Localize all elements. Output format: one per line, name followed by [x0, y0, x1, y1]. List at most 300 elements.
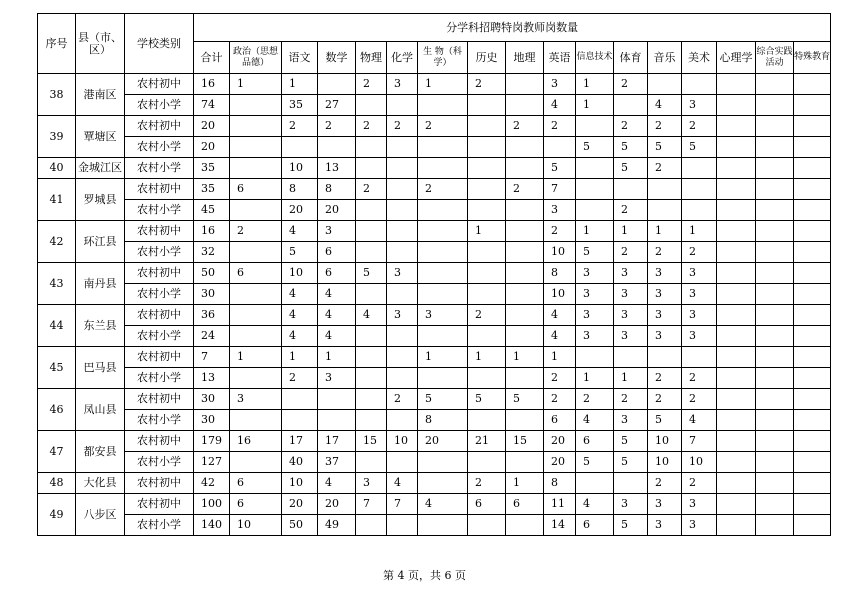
- table-cell: 37: [318, 452, 356, 473]
- table-cell: [418, 263, 468, 284]
- row-school-type: 农村小学: [125, 158, 194, 179]
- table-cell: [794, 494, 831, 515]
- table-cell: [794, 242, 831, 263]
- table-cell: [717, 452, 756, 473]
- row-county: 覃塘区: [76, 116, 125, 158]
- table-row: [38, 158, 831, 179]
- table-cell: [717, 200, 756, 221]
- table-cell: 40: [282, 452, 318, 473]
- table-cell: [356, 410, 387, 431]
- table-cell: 2: [282, 368, 318, 389]
- table-cell: [576, 200, 614, 221]
- table-cell: 5: [614, 515, 648, 536]
- table-cell: [356, 242, 387, 263]
- table-row: [38, 284, 831, 305]
- table-cell: 2: [282, 116, 318, 137]
- table-cell: 4: [576, 410, 614, 431]
- table-cell: 5: [614, 158, 648, 179]
- table-cell: [682, 158, 717, 179]
- table-cell: [756, 242, 794, 263]
- table-cell: [717, 284, 756, 305]
- table-cell: 7: [194, 347, 230, 368]
- table-cell: 3: [682, 284, 717, 305]
- table-cell: 5: [682, 137, 717, 158]
- table-cell: 17: [282, 431, 318, 452]
- table-cell: 30: [194, 284, 230, 305]
- table-row: [38, 116, 831, 137]
- table-cell: [387, 347, 418, 368]
- table-cell: 1: [576, 95, 614, 116]
- table-cell: [418, 137, 468, 158]
- table-cell: [717, 221, 756, 242]
- table-cell: [468, 179, 506, 200]
- table-cell: [418, 158, 468, 179]
- table-cell: 3: [682, 494, 717, 515]
- row-seq: 43: [38, 263, 76, 305]
- table-cell: [614, 473, 648, 494]
- table-cell: 2: [648, 368, 682, 389]
- table-cell: 3: [576, 284, 614, 305]
- table-cell: [756, 179, 794, 200]
- table-cell: 2: [576, 389, 614, 410]
- table-cell: 4: [318, 326, 356, 347]
- table-cell: [506, 137, 544, 158]
- table-cell: 45: [194, 200, 230, 221]
- table-cell: [418, 95, 468, 116]
- header-subject: 合计: [194, 42, 230, 74]
- table-cell: 3: [614, 284, 648, 305]
- table-cell: [387, 410, 418, 431]
- table-cell: 30: [194, 410, 230, 431]
- table-cell: 1: [544, 347, 576, 368]
- table-cell: 36: [194, 305, 230, 326]
- table-cell: 3: [387, 74, 418, 95]
- header-subject: 心理学: [717, 42, 756, 74]
- table-row: [38, 389, 831, 410]
- table-cell: 3: [614, 305, 648, 326]
- table-cell: [318, 410, 356, 431]
- table-cell: [387, 200, 418, 221]
- table-cell: 1: [614, 368, 648, 389]
- table-cell: 3: [576, 305, 614, 326]
- table-cell: 2: [614, 200, 648, 221]
- table-cell: [717, 431, 756, 452]
- table-cell: 3: [648, 494, 682, 515]
- table-cell: [756, 452, 794, 473]
- table-cell: [794, 452, 831, 473]
- table-cell: 3: [356, 473, 387, 494]
- table-cell: [506, 515, 544, 536]
- row-school-type: 农村初中: [125, 431, 194, 452]
- table-cell: 50: [194, 263, 230, 284]
- table-cell: [717, 242, 756, 263]
- row-county: 罗城县: [76, 179, 125, 221]
- row-seq: 40: [38, 158, 76, 179]
- table-cell: [506, 221, 544, 242]
- row-county: 南丹县: [76, 263, 125, 305]
- table-cell: 3: [648, 284, 682, 305]
- table-cell: [794, 200, 831, 221]
- table-cell: 20: [318, 494, 356, 515]
- row-school-type: 农村小学: [125, 515, 194, 536]
- table-row: [38, 347, 831, 368]
- table-cell: 2: [544, 221, 576, 242]
- table-cell: [506, 74, 544, 95]
- table-cell: 4: [318, 305, 356, 326]
- table-cell: [230, 410, 282, 431]
- table-cell: [794, 116, 831, 137]
- header-subject: 语文: [282, 42, 318, 74]
- table-cell: 35: [282, 95, 318, 116]
- table-cell: [468, 242, 506, 263]
- row-seq: 38: [38, 74, 76, 116]
- table-cell: [468, 158, 506, 179]
- table-cell: 17: [318, 431, 356, 452]
- header-school-type: 学校类别: [125, 14, 194, 74]
- table-row: [38, 494, 831, 515]
- table-cell: 10: [648, 431, 682, 452]
- table-cell: [794, 326, 831, 347]
- table-cell: 3: [682, 95, 717, 116]
- table-cell: 3: [318, 221, 356, 242]
- table-cell: [418, 368, 468, 389]
- table-cell: 4: [318, 284, 356, 305]
- table-cell: [756, 221, 794, 242]
- row-school-type: 农村小学: [125, 326, 194, 347]
- table-cell: 1: [230, 347, 282, 368]
- table-cell: [387, 368, 418, 389]
- table-cell: 1: [614, 221, 648, 242]
- row-school-type: 农村初中: [125, 305, 194, 326]
- table-cell: 35: [194, 158, 230, 179]
- table-cell: 2: [682, 368, 717, 389]
- table-cell: 1: [468, 347, 506, 368]
- table-cell: [318, 137, 356, 158]
- page-footer: [0, 567, 849, 583]
- table-cell: 2: [648, 389, 682, 410]
- table-cell: 3: [614, 410, 648, 431]
- table-cell: [756, 74, 794, 95]
- table-cell: [468, 515, 506, 536]
- table-cell: 1: [468, 221, 506, 242]
- row-school-type: 农村初中: [125, 74, 194, 95]
- table-cell: [418, 473, 468, 494]
- table-cell: 15: [356, 431, 387, 452]
- table-cell: 3: [418, 305, 468, 326]
- table-cell: 6: [230, 494, 282, 515]
- row-seq: 47: [38, 431, 76, 473]
- row-school-type: 农村初中: [125, 494, 194, 515]
- table-cell: 5: [356, 263, 387, 284]
- row-county: 巴马县: [76, 347, 125, 389]
- table-cell: 4: [544, 305, 576, 326]
- table-cell: [717, 95, 756, 116]
- header-subject: 体育: [614, 42, 648, 74]
- table-cell: 5: [576, 452, 614, 473]
- table-cell: [614, 95, 648, 116]
- table-cell: [230, 116, 282, 137]
- table-cell: 6: [544, 410, 576, 431]
- table-cell: [756, 389, 794, 410]
- table-cell: [506, 305, 544, 326]
- row-school-type: 农村小学: [125, 137, 194, 158]
- table-cell: [506, 326, 544, 347]
- row-county: 金城江区: [76, 158, 125, 179]
- table-cell: [387, 221, 418, 242]
- table-cell: 16: [230, 431, 282, 452]
- table-cell: 4: [544, 95, 576, 116]
- table-cell: 8: [544, 263, 576, 284]
- table-cell: [794, 95, 831, 116]
- table-cell: 1: [682, 221, 717, 242]
- row-county: 港南区: [76, 74, 125, 116]
- table-cell: [506, 95, 544, 116]
- header-subject: 历史: [468, 42, 506, 74]
- table-cell: 3: [682, 263, 717, 284]
- row-school-type: 农村初中: [125, 389, 194, 410]
- table-cell: [230, 242, 282, 263]
- table-cell: 1: [576, 221, 614, 242]
- table-cell: [756, 137, 794, 158]
- table-cell: 2: [614, 116, 648, 137]
- table-cell: 2: [418, 179, 468, 200]
- table-cell: 1: [418, 347, 468, 368]
- table-cell: 1: [506, 347, 544, 368]
- row-school-type: 农村小学: [125, 368, 194, 389]
- table-cell: 27: [318, 95, 356, 116]
- table-cell: 6: [230, 263, 282, 284]
- table-cell: 5: [648, 410, 682, 431]
- table-cell: 20: [544, 452, 576, 473]
- table-cell: 6: [318, 242, 356, 263]
- table-cell: 30: [194, 389, 230, 410]
- table-cell: [230, 137, 282, 158]
- row-school-type: 农村小学: [125, 95, 194, 116]
- table-cell: 4: [418, 494, 468, 515]
- table-cell: [468, 284, 506, 305]
- row-seq: 42: [38, 221, 76, 263]
- table-row: [38, 410, 831, 431]
- table-cell: 10: [282, 473, 318, 494]
- table-cell: 3: [318, 368, 356, 389]
- table-cell: 4: [356, 305, 387, 326]
- table-cell: [717, 74, 756, 95]
- table-cell: [756, 305, 794, 326]
- table-cell: [230, 200, 282, 221]
- table-cell: 3: [648, 305, 682, 326]
- header-subject: 数学: [318, 42, 356, 74]
- table-row: [38, 431, 831, 452]
- row-seq: 39: [38, 116, 76, 158]
- table-cell: 3: [682, 326, 717, 347]
- table-cell: 3: [682, 305, 717, 326]
- table-cell: [387, 137, 418, 158]
- table-cell: 20: [544, 431, 576, 452]
- table-cell: 49: [318, 515, 356, 536]
- table-cell: [230, 158, 282, 179]
- table-row: [38, 179, 831, 200]
- row-seq: 46: [38, 389, 76, 431]
- table-cell: 2: [506, 116, 544, 137]
- table-cell: 13: [318, 158, 356, 179]
- table-cell: 74: [194, 95, 230, 116]
- row-seq: 41: [38, 179, 76, 221]
- table-cell: [387, 242, 418, 263]
- table-row: [38, 263, 831, 284]
- table-cell: 3: [544, 200, 576, 221]
- table-cell: 2: [506, 179, 544, 200]
- table-cell: [717, 389, 756, 410]
- table-cell: [576, 179, 614, 200]
- table-cell: [468, 200, 506, 221]
- table-cell: [648, 347, 682, 368]
- row-school-type: 农村初中: [125, 347, 194, 368]
- table-cell: 5: [418, 389, 468, 410]
- table-cell: 4: [282, 305, 318, 326]
- table-cell: [468, 326, 506, 347]
- table-row: [38, 221, 831, 242]
- page-number-text: 第 4 页，共 6 页: [383, 569, 466, 582]
- row-seq: 48: [38, 473, 76, 494]
- table-cell: [418, 200, 468, 221]
- table-cell: [717, 494, 756, 515]
- table-cell: [468, 368, 506, 389]
- table-cell: [756, 347, 794, 368]
- table-cell: [682, 347, 717, 368]
- table-cell: [794, 179, 831, 200]
- table-cell: [794, 473, 831, 494]
- table-cell: [717, 263, 756, 284]
- table-cell: [356, 137, 387, 158]
- table-cell: [717, 410, 756, 431]
- table-cell: [230, 95, 282, 116]
- table-cell: 20: [282, 494, 318, 515]
- table-cell: 2: [648, 242, 682, 263]
- table-cell: [418, 515, 468, 536]
- table-cell: [648, 200, 682, 221]
- table-cell: [756, 284, 794, 305]
- table-cell: [717, 137, 756, 158]
- table-cell: [794, 368, 831, 389]
- table-cell: [506, 200, 544, 221]
- header-subject: 特殊教育: [794, 42, 831, 74]
- table-cell: [387, 179, 418, 200]
- table-cell: 1: [418, 74, 468, 95]
- header-subject: 地理: [506, 42, 544, 74]
- table-cell: 3: [576, 263, 614, 284]
- table-cell: 6: [506, 494, 544, 515]
- table-cell: [756, 515, 794, 536]
- table-cell: 8: [544, 473, 576, 494]
- table-cell: 6: [468, 494, 506, 515]
- header-subject: 英语: [544, 42, 576, 74]
- table-cell: [756, 410, 794, 431]
- table-cell: 50: [282, 515, 318, 536]
- table-cell: 2: [682, 473, 717, 494]
- recruitment-table: [37, 13, 831, 536]
- table-cell: 3: [614, 326, 648, 347]
- table-cell: [506, 158, 544, 179]
- table-cell: 1: [282, 74, 318, 95]
- row-school-type: 农村初中: [125, 263, 194, 284]
- header-subject: 化学: [387, 42, 418, 74]
- table-cell: 3: [648, 515, 682, 536]
- table-row: [38, 452, 831, 473]
- table-cell: 2: [544, 389, 576, 410]
- table-cell: [387, 515, 418, 536]
- table-cell: 3: [614, 494, 648, 515]
- table-cell: 2: [682, 116, 717, 137]
- table-cell: 10: [682, 452, 717, 473]
- table-row: [38, 326, 831, 347]
- table-cell: 2: [544, 116, 576, 137]
- table-cell: [387, 326, 418, 347]
- row-school-type: 农村初中: [125, 473, 194, 494]
- table-cell: [230, 368, 282, 389]
- row-school-type: 农村初中: [125, 221, 194, 242]
- row-school-type: 农村小学: [125, 284, 194, 305]
- table-cell: 20: [282, 200, 318, 221]
- table-cell: 2: [648, 473, 682, 494]
- table-cell: [468, 95, 506, 116]
- table-cell: [356, 452, 387, 473]
- row-school-type: 农村初中: [125, 116, 194, 137]
- header-county: 县（市、区）: [76, 14, 125, 74]
- table-cell: 20: [318, 200, 356, 221]
- table-cell: 2: [387, 389, 418, 410]
- table-cell: [794, 431, 831, 452]
- table-cell: [576, 473, 614, 494]
- table-cell: [576, 347, 614, 368]
- table-cell: [682, 179, 717, 200]
- table-cell: 1: [506, 473, 544, 494]
- table-cell: 13: [194, 368, 230, 389]
- table-cell: [230, 326, 282, 347]
- table-cell: 10: [282, 263, 318, 284]
- table-cell: 10: [544, 242, 576, 263]
- table-cell: 5: [614, 452, 648, 473]
- table-cell: 3: [387, 305, 418, 326]
- table-cell: 127: [194, 452, 230, 473]
- table-row: [38, 137, 831, 158]
- table-cell: 3: [614, 263, 648, 284]
- table-cell: 1: [576, 74, 614, 95]
- table-row: [38, 473, 831, 494]
- table-cell: 32: [194, 242, 230, 263]
- table-cell: [614, 347, 648, 368]
- table-cell: [418, 284, 468, 305]
- table-cell: 1: [318, 347, 356, 368]
- table-cell: 1: [648, 221, 682, 242]
- table-cell: [576, 116, 614, 137]
- table-cell: 2: [468, 74, 506, 95]
- table-cell: [356, 347, 387, 368]
- row-school-type: 农村小学: [125, 452, 194, 473]
- table-row: [38, 95, 831, 116]
- table-cell: 5: [544, 158, 576, 179]
- table-cell: [356, 389, 387, 410]
- table-cell: 5: [648, 137, 682, 158]
- table-cell: 2: [682, 389, 717, 410]
- table-cell: [468, 137, 506, 158]
- table-cell: [282, 410, 318, 431]
- table-cell: 2: [356, 74, 387, 95]
- table-cell: 2: [230, 221, 282, 242]
- table-cell: 10: [648, 452, 682, 473]
- table-cell: 10: [282, 158, 318, 179]
- table-row: [38, 74, 831, 95]
- row-county: 东兰县: [76, 305, 125, 347]
